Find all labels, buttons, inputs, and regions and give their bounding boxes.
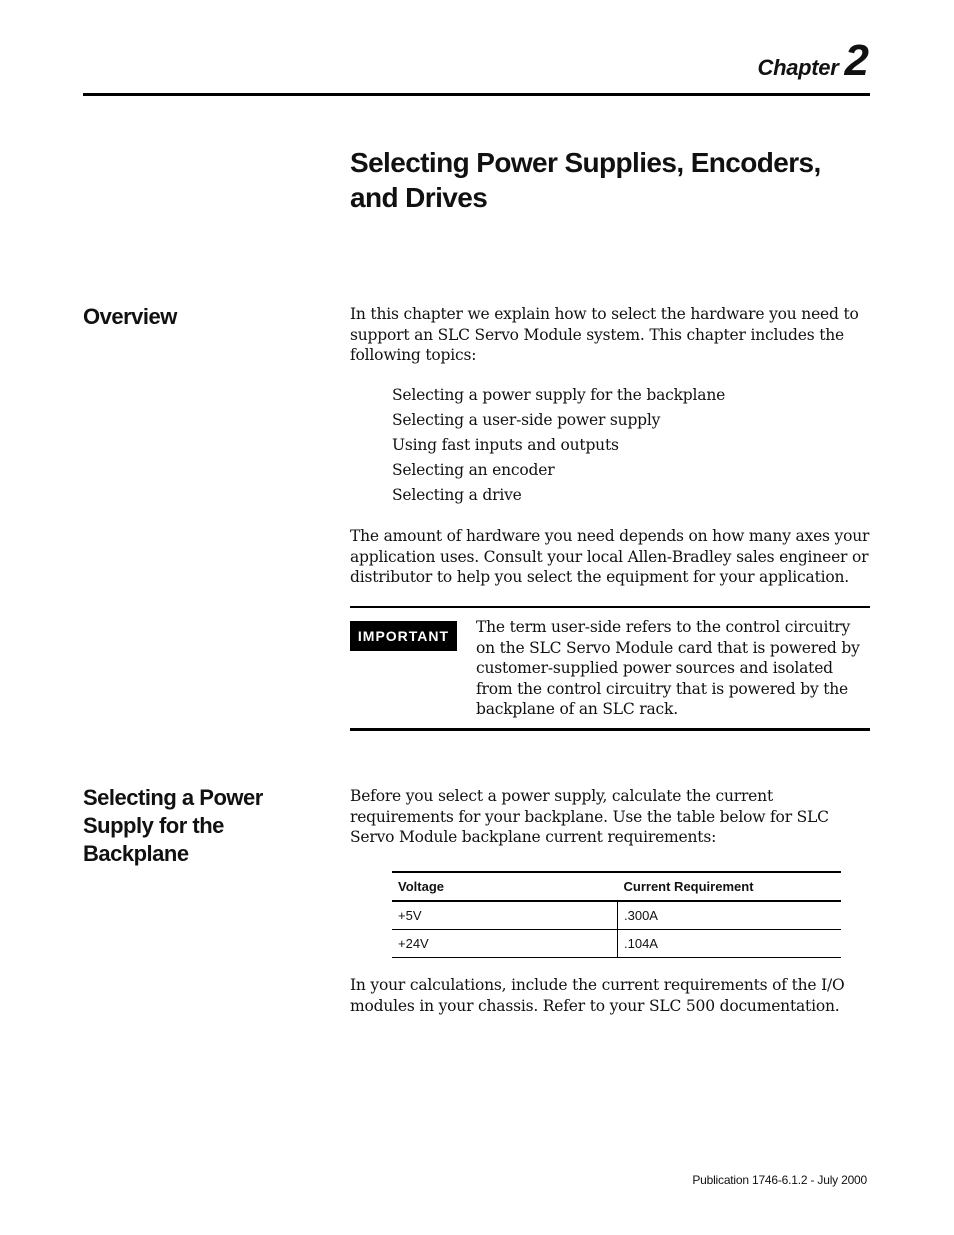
table-cell: +5V: [392, 901, 618, 930]
chapter-number: 2: [844, 36, 869, 85]
current-requirements-table: [392, 871, 841, 958]
list-item: Selecting a user-side power supply: [392, 411, 661, 429]
publication-footer: Publication 1746-6.1.2 - July 2000: [692, 1173, 867, 1187]
chapter-heading: [757, 36, 869, 86]
list-item: Selecting a power supply for the backplane: [392, 386, 726, 404]
important-text: The term user-side refers to the control circuitry on the SLC Servo Module card that is powered by customer-supplied power sources and isolated from the control circuitry that is powered by the backplane of an SLC rack.: [476, 618, 860, 718]
table-header-row: [392, 872, 841, 901]
table-row: [392, 901, 841, 930]
page-title: Selecting Power Supplies, Encoders, and Drives: [350, 147, 821, 213]
topics-list: [392, 383, 725, 508]
table-cell: +24V: [392, 930, 618, 958]
header-rule: [83, 93, 870, 96]
table-row: [392, 930, 841, 958]
list-item: Selecting an encoder: [392, 461, 555, 479]
power-supply-intro: Before you select a power supply, calculate the current requirements for your backplane. Use the table below for SLC Servo Module backplane current requirements:: [350, 787, 829, 846]
overview-paragraph: The amount of hardware you need depends on how many axes your application uses. Consult your local Allen-Bradley sales engineer or distributor to help you select the equipment for your application.: [350, 527, 870, 586]
chapter-word: Chapter: [757, 55, 839, 80]
column-header: Voltage: [392, 872, 618, 901]
important-label: IMPORTANT: [350, 621, 457, 651]
column-header: Current Requirement: [618, 872, 842, 901]
important-note: [350, 606, 870, 731]
power-supply-heading: Selecting a Power Supply for the Backplane: [83, 785, 263, 866]
overview-heading: Overview: [83, 304, 177, 329]
list-item: Selecting a drive: [392, 486, 522, 504]
table-cell: .104A: [618, 930, 842, 958]
overview-intro: In this chapter we explain how to select the hardware you need to support an SLC Servo Module system. This chapter includes the following topics:: [350, 305, 859, 364]
list-item: Using fast inputs and outputs: [392, 436, 619, 454]
table-cell: .300A: [618, 901, 842, 930]
power-supply-paragraph: In your calculations, include the current requirements of the I/O modules in your chassis. Refer to your SLC 500 documentation.: [350, 976, 845, 1015]
